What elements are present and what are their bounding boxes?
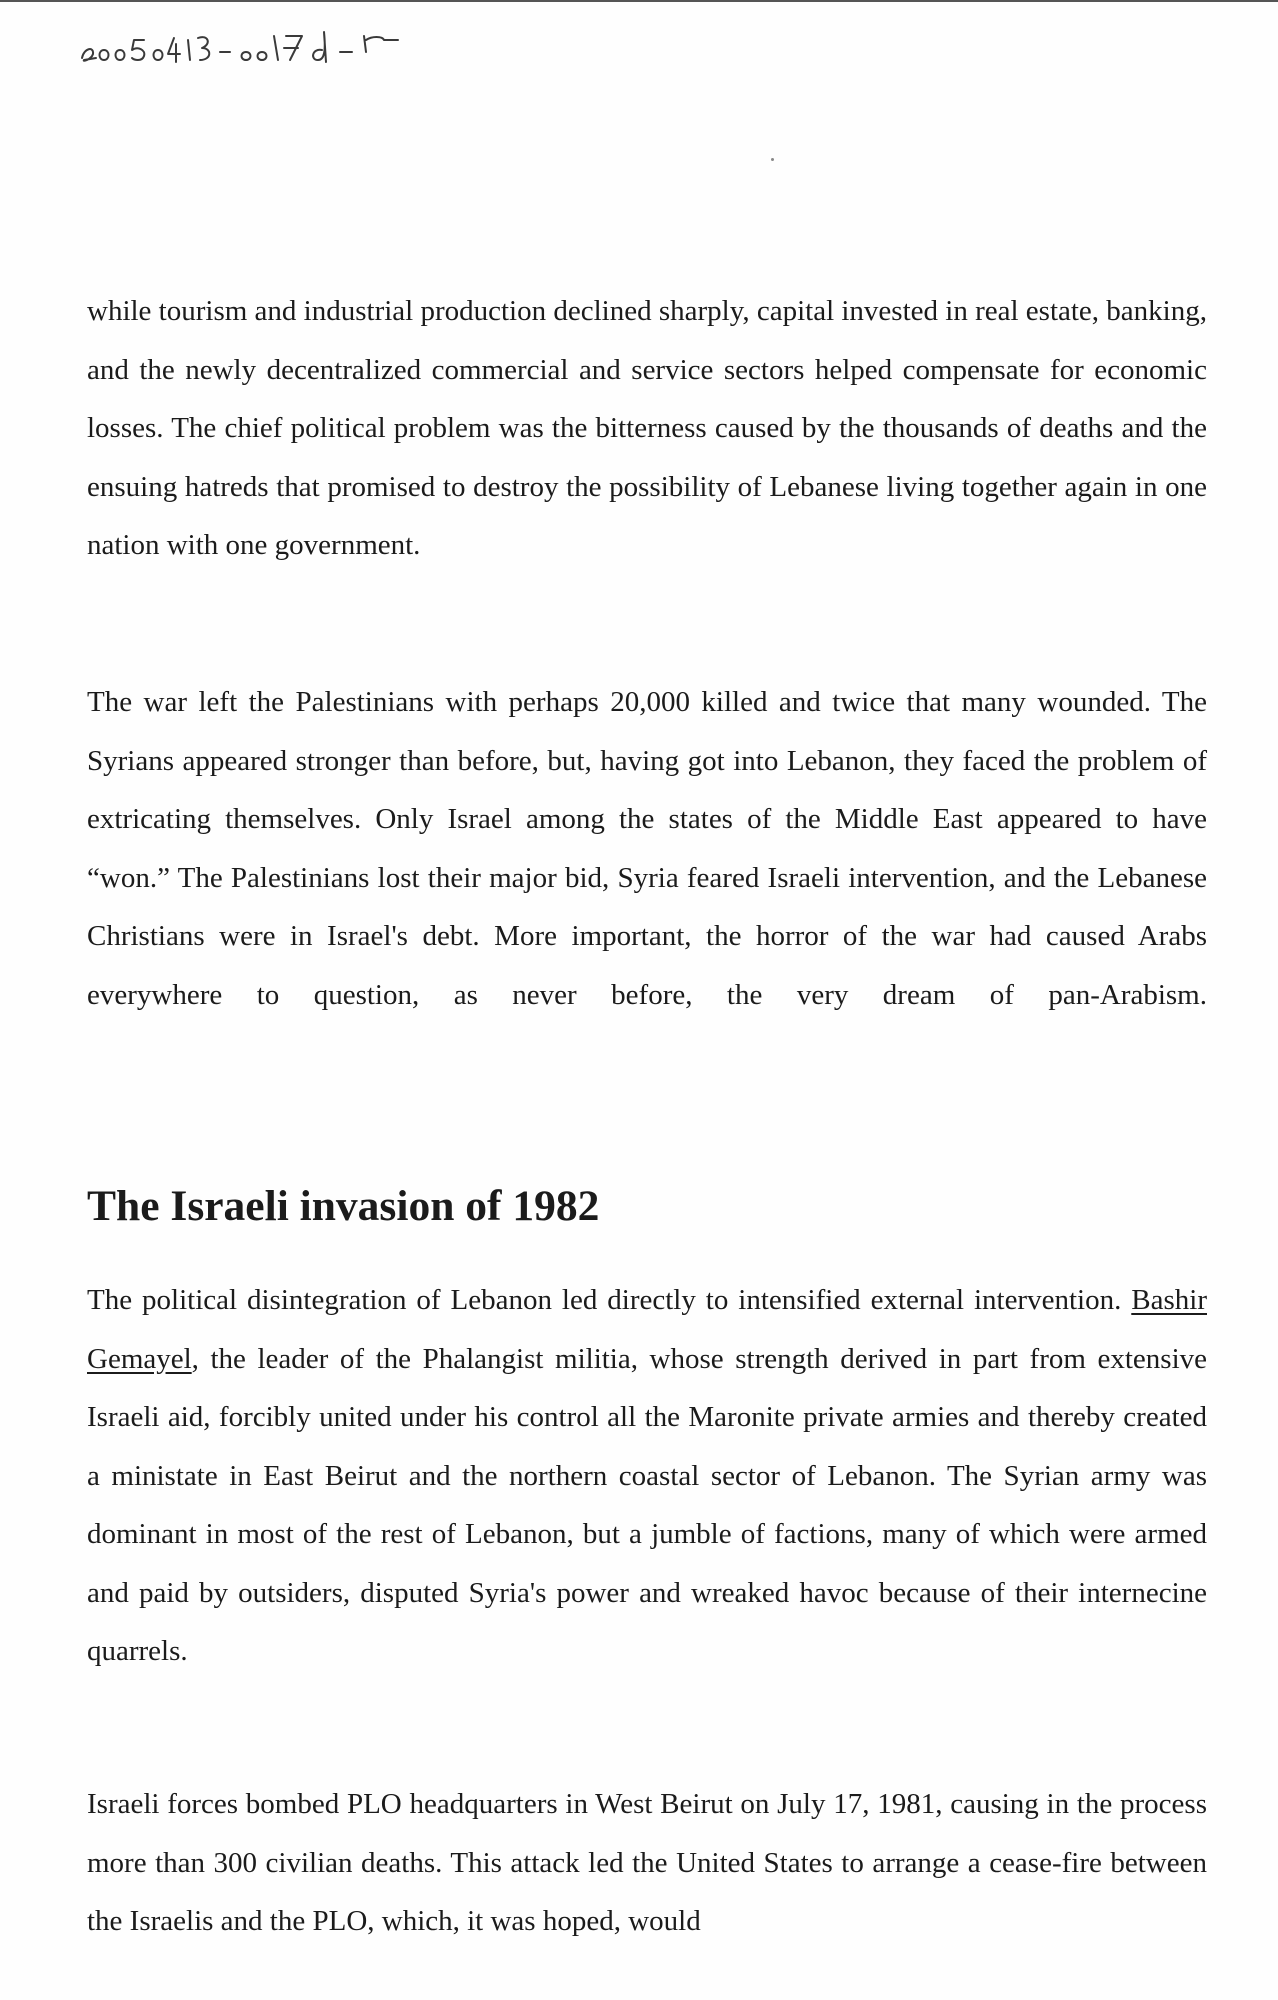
section-heading: The Israeli invasion of 1982 <box>87 1182 600 1230</box>
paragraph-3-text-start: The political disintegration of Lebanon led directly to intensified external intervention. <box>87 1284 1132 1316</box>
paragraph-2: The war left the Palestinians with perhaps 20,000 killed and twice that many wounded. The Syrians appeared stronger than before, but, having got into Lebanon, they faced the problem of extricating themselves. Only Israel among the states of the Middle East appeared to have “won.” The Palestinians lost their major bid, Syria feared Israeli intervention, and the Lebanese Christians were in Israel's debt. More important, the horror of the war had caused Arabs everywhere to question, as never before, the very dream of pan-Arabism. <box>87 686 1207 1011</box>
section-heading-block <box>87 1177 1207 1235</box>
scan-speck <box>771 158 774 161</box>
paragraph-3 <box>87 1271 1207 1681</box>
bashir-gemayel-link[interactable]: Bashir Gemayel <box>87 1284 1207 1375</box>
paragraph-3-block <box>87 1271 1207 1681</box>
paragraph-1-block <box>87 282 1207 575</box>
paragraph-4-block <box>87 1775 1207 1951</box>
handwritten-document-id <box>78 22 538 66</box>
paragraph-1: while tourism and industrial production declined sharply, capital invested in real estate, banking, and the newly decentralized commercial and service sectors helped compensate for economic losses. The chief political problem was the bitterness caused by the thousands of deaths and the ensuing hatreds that promised to destroy the possibility of Lebanese living together again in one nation with one government. <box>87 295 1207 561</box>
scan-top-edge <box>0 0 1278 2</box>
handwritten-id-drawing <box>78 22 538 66</box>
paragraph-3-text-end: , the leader of the Phalangist militia, whose strength derived in part from extensive Israeli aid, forcibly united under his control all the Maronite private armies and thereby created a ministate in East Beirut and the northern coastal sector of Lebanon. The Syrian army was dominant in most of the rest of Lebanon, but a jumble of factions, many of which were armed and paid by outsiders, disputed Syria's power and wreaked havoc because of their internecine quarrels. <box>87 1342 1207 1667</box>
paragraph-2-block <box>87 673 1207 1024</box>
paragraph-4: Israeli forces bombed PLO headquarters in West Beirut on July 17, 1981, causing in the process more than 300 civilian deaths. This attack led the United States to arrange a cease-fire between the Israelis and the PLO, which, it was hoped, would <box>87 1788 1207 1937</box>
